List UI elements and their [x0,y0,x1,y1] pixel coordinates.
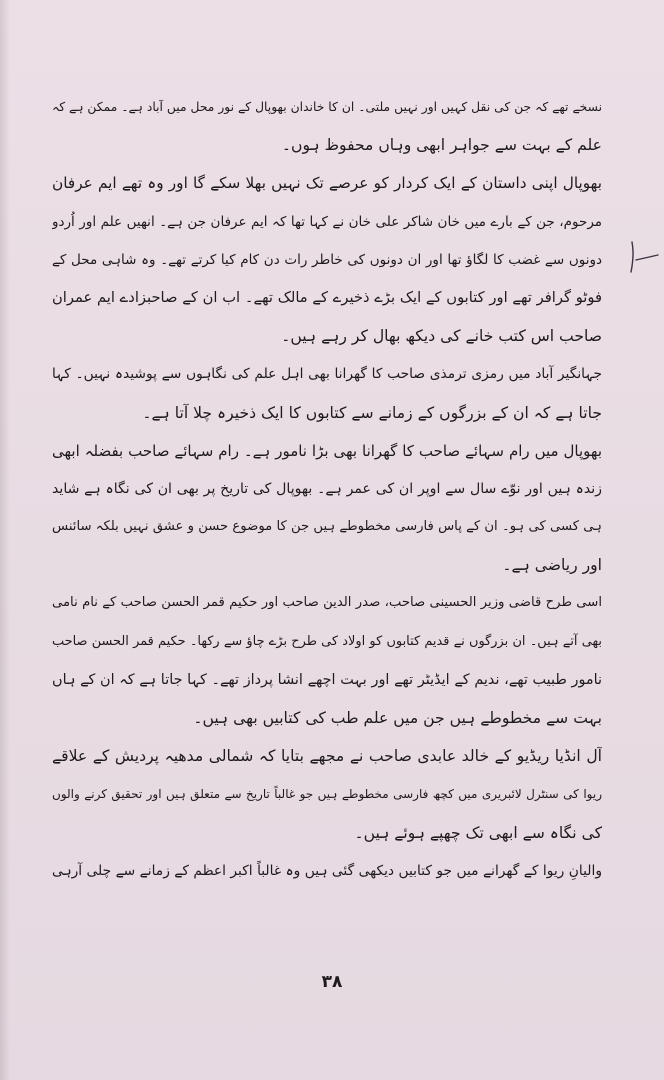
text-line: دونوں سے غضب کا لگاؤ تھا اور ان دونوں کی خاطر رات دن کام کیا کرتے تھے۔ وہ شاہی محل کے [52,251,602,268]
text-line: اور ریاضی ہے۔ [502,556,602,575]
text-line: آل انڈیا ریڈیو کے خالد عابدی صاحب نے مجھے بتایا کہ شمالی مدھیہ پردیش کے علاقے [52,747,602,766]
text-line: زندہ ہیں اور نوّے سال سے اوپر ان کی عمر ہے۔ بھوپال کی تاریخ پر بھی ان کی نگاہ ہے شاید [52,480,602,497]
text-line: علم کے بہت سے جواہر ابھی وہاں محفوظ ہوں۔ [281,136,602,155]
text-line: بھی آتے ہیں۔ ان بزرگوں نے قدیم کتابوں کو اولاد کی طرح بڑے چاؤ سے رکھا۔ حکیم قمر الحسن صاحب [52,633,602,649]
margin-pen-mark [624,238,664,278]
text-line: کی نگاہ سے ابھی تک چھپے ہوئے ہیں۔ [354,823,602,842]
text-line: بھوپال میں رام سہائے صاحب کا گھرانا بھی بڑا نامور ہے۔ رام سہائے صاحب بفضلہ ابھی [52,441,602,460]
text-line: بہت سے مخطوطے ہیں جن میں علم طب کی کتابیں بھی ہیں۔ [193,709,602,727]
text-line: بھوپال اپنی داستان کے ایک کردار کو عرصے تک نہیں بھلا سکے گا اور وہ تھے ایم عرفان [52,174,602,193]
text-line: صاحب اس کتب خانے کی دیکھ بھال کر رہے ہیں۔ [281,327,602,346]
text-line: اسی طرح قاضی وزیر الحسینی صاحب، صدر الدین صاحب اور حکیم قمر الحسن صاحب کے نام نامی [52,595,602,611]
text-line: جہانگیر آباد میں رمزی ترمذی صاحب کا گھرانا بھی اہل علم کی نگاہوں سے پوشیدہ نہیں۔ کہا [52,366,602,383]
text-line: ریوا کی سنٹرل لائبریری میں کچھ فارسی مخطوطے ہیں جو غالباً تاریخ سے متعلق ہیں اور تحقیق کرنے والوں [52,787,602,802]
text-line: والیانِ ریوا کے گھرانے میں جو کتابیں دیکھی گئی ہیں وہ غالباً اکبر اعظم کے زمانے سے چلی آرہی [52,862,602,879]
text-line: فوٹو گرافر تھے اور کتابوں کے ایک بڑے ذخیرے کے مالک تھے۔ اب ان کے صاحبزادے ایم عمران [52,288,602,306]
text-line: نامور طبیب تھے، ندیم کے ایڈیٹر تھے اور بہت اچھے انشا پرداز تھے۔ کہا جاتا ہے کہ ان کے ہاں [52,671,602,688]
text-line: مرحوم، جن کے بارے میں خان شاکر علی خان نے کہا تھا کہ ایم عرفان جن ہے۔ انھیں علم اور اُردو [52,213,602,230]
body-text [52,88,602,890]
page-number: ۳۸ [321,972,343,992]
text-line: جاتا ہے کہ ان کے بزرگوں کے زمانے سے کتابوں کا ایک ذخیرہ چلا آتا ہے۔ [142,403,602,422]
text-line: ہی کسی کی ہو۔ ان کے پاس فارسی مخطوطے ہیں جن کا موضوع حسن و عشق نہیں بلکہ سائنس [52,519,602,535]
text-line: نسخے تھے کہ جن کی نقل کہیں اور نہیں ملتی۔ ان کا خاندان بھوپال کے نور محل میں آباد ہے۔ ممکن ہے کہ [52,100,602,114]
